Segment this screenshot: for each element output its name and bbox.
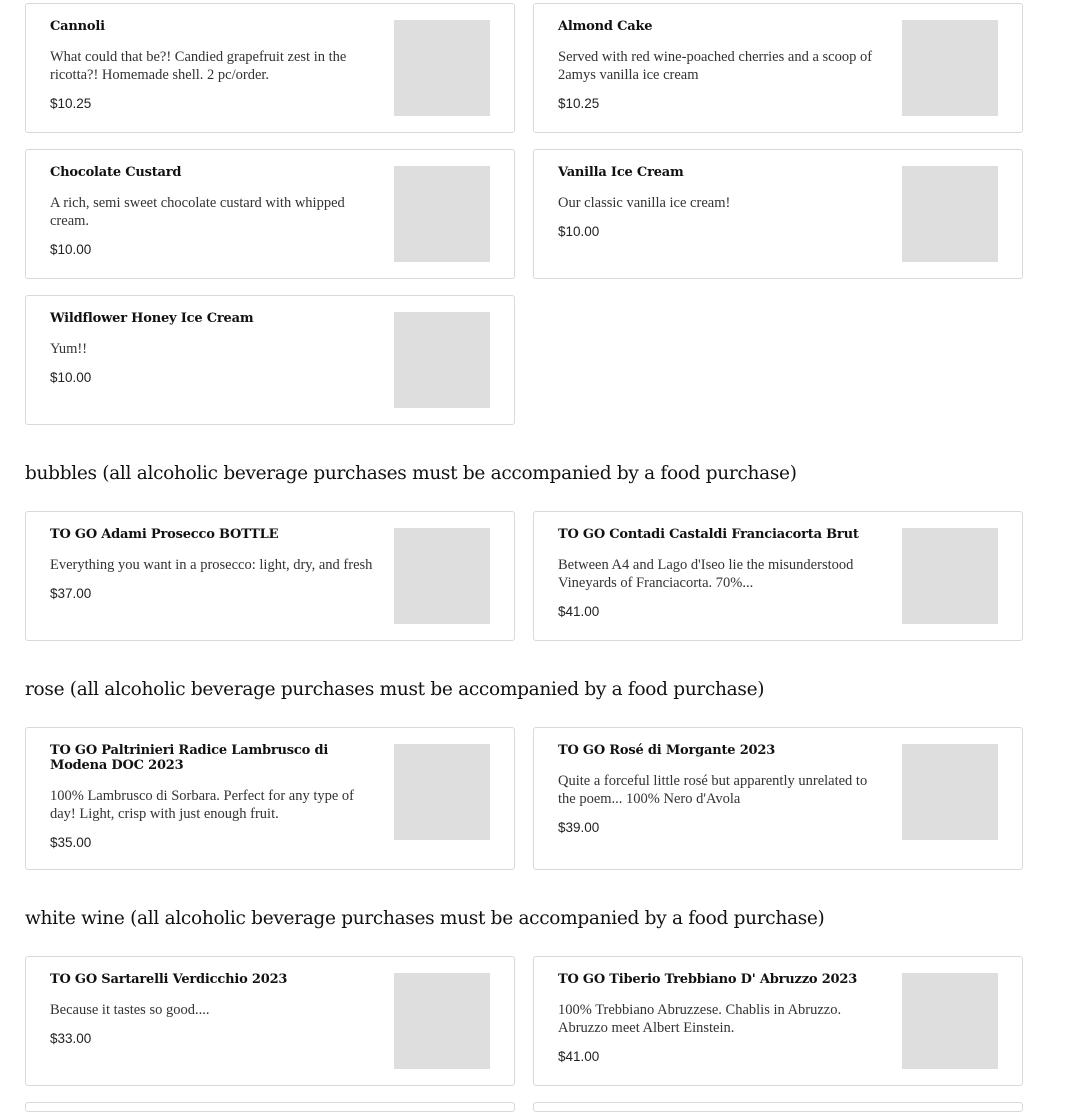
item-price: $10.00 <box>50 242 92 257</box>
item-name: Wildflower Honey Ice Cream <box>50 311 254 326</box>
item-name: Cannoli <box>50 19 105 34</box>
item-price: $10.25 <box>50 96 92 111</box>
menu-item-card[interactable] <box>25 149 515 279</box>
item-image-placeholder <box>394 312 490 408</box>
menu-item-card[interactable] <box>25 511 515 641</box>
menu-item-card[interactable] <box>533 511 1023 641</box>
item-name: TO GO Rosé di Morgante 2023 <box>558 743 776 758</box>
item-image-placeholder <box>394 744 490 840</box>
menu-item-card[interactable] <box>25 956 515 1086</box>
item-image-placeholder <box>902 166 998 262</box>
item-price: $10.00 <box>50 370 92 385</box>
item-description: What could that be?! Candied grapefruit zest in the ricotta?! Homemade shell. 2 pc/order. <box>50 49 347 83</box>
item-description: 100% Lambrusco di Sorbara. Perfect for any type of day! Light, crisp with just enough fruit. <box>50 788 354 822</box>
item-price: $39.00 <box>558 820 600 835</box>
item-image-placeholder <box>394 20 490 116</box>
item-name: TO GO Adami Prosecco BOTTLE <box>50 527 279 542</box>
item-name: TO GO Tiberio Trebbiano D' Abruzzo 2023 <box>558 972 858 987</box>
item-price: $33.00 <box>50 1031 92 1046</box>
section-title-white-wine: white wine (all alcoholic beverage purchases must be accompanied by a food purchase) <box>25 908 825 929</box>
section-title-bubbles: bubbles (all alcoholic beverage purchases must be accompanied by a food purchase) <box>25 463 797 484</box>
item-description: Quite a forceful little rosé but apparently unrelated to the poem... 100% Nero d'Avola <box>558 773 868 807</box>
item-name: Chocolate Custard <box>50 165 182 180</box>
item-image-placeholder <box>394 166 490 262</box>
item-description: Everything you want in a prosecco: light, dry, and fresh <box>50 557 373 573</box>
menu-item-card[interactable] <box>533 956 1023 1086</box>
item-description: A rich, semi sweet chocolate custard with whipped cream. <box>50 195 345 229</box>
item-image-placeholder <box>394 973 490 1069</box>
menu-item-card-partial[interactable] <box>533 1102 1023 1112</box>
menu-item-card[interactable] <box>533 149 1023 279</box>
item-image-placeholder <box>902 20 998 116</box>
item-description: Served with red wine-poached cherries and a scoop of 2amys vanilla ice cream <box>558 49 873 83</box>
item-image-placeholder <box>902 744 998 840</box>
item-price: $41.00 <box>558 604 600 619</box>
item-name: TO GO Sartarelli Verdicchio 2023 <box>50 972 288 987</box>
item-image-placeholder <box>902 528 998 624</box>
item-image-placeholder <box>394 528 490 624</box>
menu-item-card[interactable] <box>25 3 515 133</box>
section-title-rose: rose (all alcoholic beverage purchases must be accompanied by a food purchase) <box>25 679 765 700</box>
item-description: Our classic vanilla ice cream! <box>558 195 731 211</box>
item-description: 100% Trebbiano Abruzzese. Chablis in Abruzzo. Abruzzo meet Albert Einstein. <box>558 1002 842 1036</box>
item-name: Vanilla Ice Cream <box>558 165 684 180</box>
item-name: Almond Cake <box>558 19 653 34</box>
menu-item-card[interactable] <box>533 727 1023 870</box>
item-image-placeholder <box>902 973 998 1069</box>
item-description: Because it tastes so good.... <box>50 1002 210 1018</box>
item-price: $10.00 <box>558 224 600 239</box>
item-description: Yum!! <box>50 341 88 357</box>
menu-item-card-partial[interactable] <box>25 1102 515 1112</box>
menu-item-card[interactable] <box>533 3 1023 133</box>
item-price: $35.00 <box>50 835 92 850</box>
item-name: TO GO Paltrinieri Radice Lambrusco di Modena DOC 2023 <box>50 743 329 773</box>
item-price: $10.25 <box>558 96 600 111</box>
menu-item-card[interactable] <box>25 295 515 425</box>
item-price: $41.00 <box>558 1049 600 1064</box>
menu-item-card[interactable] <box>25 727 515 870</box>
item-name: TO GO Contadi Castaldi Franciacorta Brut <box>558 527 859 542</box>
item-description: Between A4 and Lago d'Iseo lie the misunderstood Vineyards of Franciacorta. 70%... <box>558 557 854 591</box>
item-price: $37.00 <box>50 586 92 601</box>
